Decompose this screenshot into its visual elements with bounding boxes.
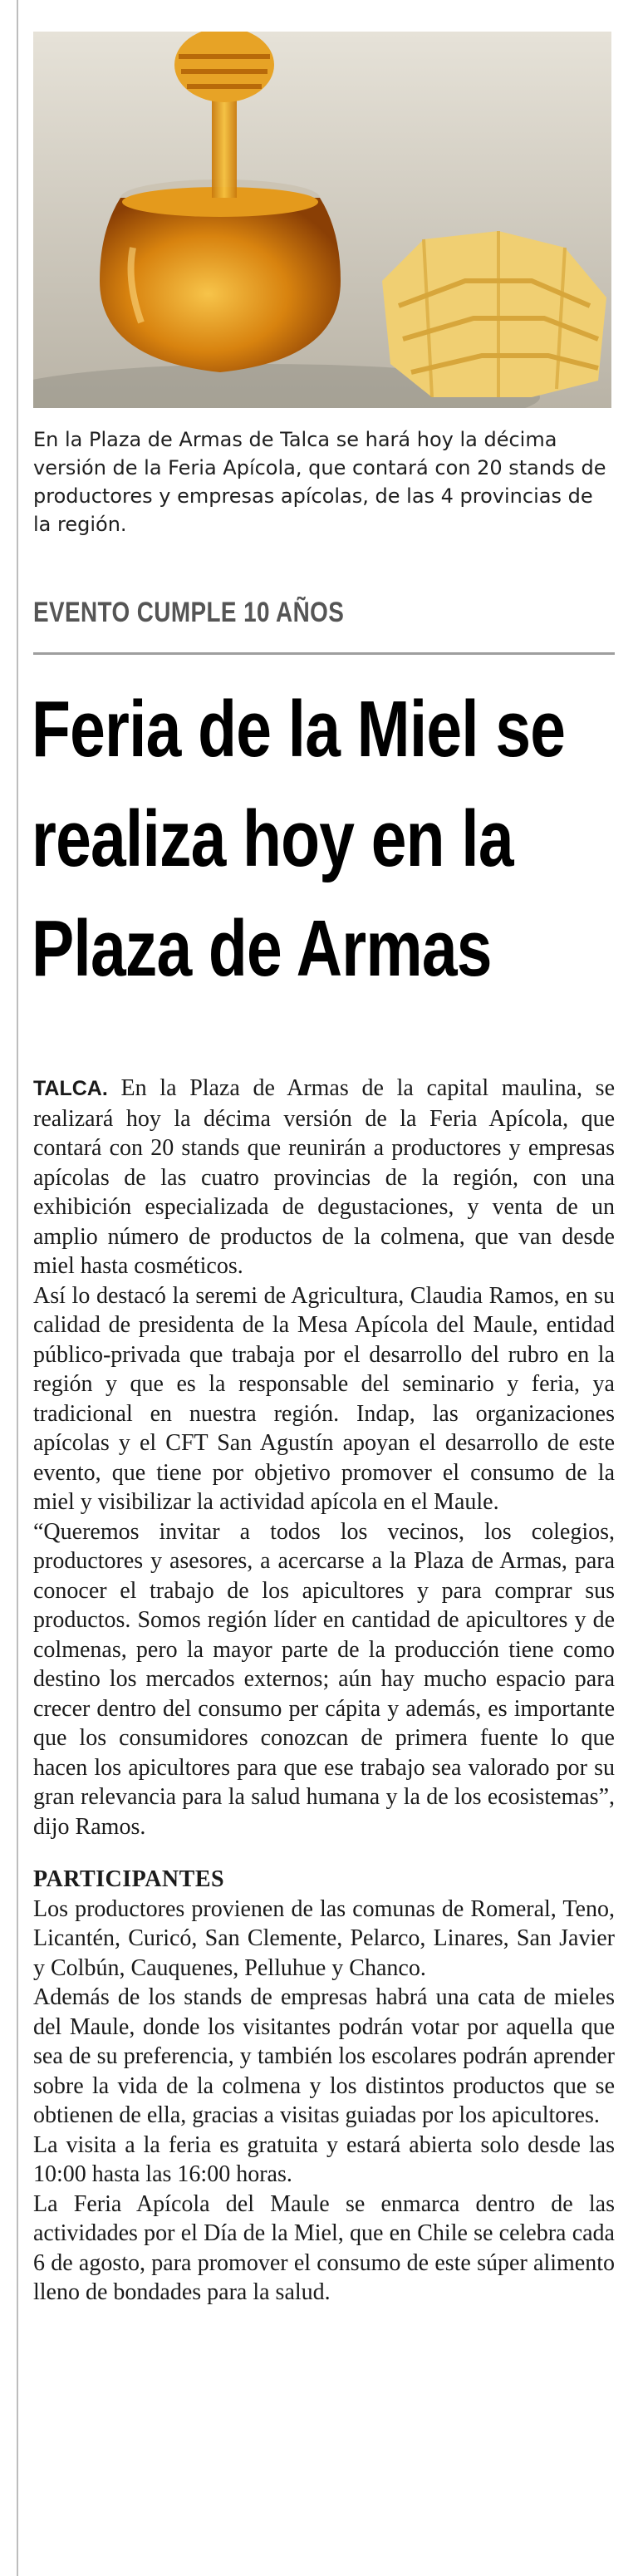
section-subhead: PARTICIPANTES bbox=[33, 1866, 225, 1892]
article-paragraph: La visita a la feria es gratuita y estará abierta solo desde las 10:00 hasta las 16:00 horas. bbox=[33, 2131, 615, 2187]
article-paragraph: La Feria Apícola del Maule se enmarca dentro de las actividades por el Día de la Miel, que en Chile se celebra cada 6 de agosto, para promover el consumo de este súper alimento lleno de bondades para la salud. bbox=[33, 2190, 615, 2305]
article-paragraph: “Queremos invitar a todos los vecinos, los colegios, productores y asesores, a acercarse a la Plaza de Armas, para conocer el trabajo de los apicultores y para comprar sus productos. Somos región líder en cantidad de apicultores y de colmenas, pero la mayor parte de la producción tiene como destino los mercados externos; aún hay mucho espacio para crecer dentro del consumo per cápita y además, es importante que los consumidores conozcan de primera fuente lo que hacen los apicultores para que ese trabajo sea valorado por su gran relevancia para la salud humana y la de los ecosistemas”, dijo Ramos. bbox=[33, 1518, 615, 1840]
section-kicker: EVENTO CUMPLE 10 AÑOS bbox=[33, 597, 345, 628]
article-paragraph: Así lo destacó la seremi de Agricultura, Claudia Ramos, en su calidad de presidenta de la Mesa Apícola del Maule, entidad público-privada que trabaja por el desarrollo del rubro en la región y que es la responsable del seminario y feria, ya tradicional en nuestra región. Indap, las organizaciones apícolas y el CFT San Agustín apoyan el desarrollo de este evento, que tiene por objetivo promover el consumo de la miel y visibilizar la actividad apícola en el Maule. bbox=[33, 1282, 615, 1515]
article-paragraph: Los productores provienen de las comunas de Romeral, Teno, Licantén, Curicó, San Clemente, Pelarco, Linares, San Javier y Colbún, Cauquenes, Pelluhue y Chanco. bbox=[33, 1895, 615, 1981]
honey-photo bbox=[33, 32, 611, 408]
article-paragraph: TALCA. En la Plaza de Armas de la capital maulina, se realizará hoy la décima versión de la Feria Apícola, que contará con 20 stands que reunirán a productores y empresas apícolas de las cuatro provincias de la región, con una exhibición especializada de degustaciones, y venta de un amplio número de productos de la colmena, que van desde miel hasta cosméticos. bbox=[33, 1075, 616, 1279]
photo-caption: En la Plaza de Armas de Talca se hará hoy la décima versión de la Feria Apícola, que contará con 20 stands de productores y empresas apícolas, de las 4 provincias de la región. bbox=[33, 428, 606, 536]
article-photo bbox=[33, 32, 611, 408]
dateline: TALCA. bbox=[33, 1077, 108, 1100]
kicker-divider bbox=[33, 652, 615, 655]
column-rule bbox=[17, 0, 18, 2576]
article-paragraph: Además de los stands de empresas habrá una cata de mieles del Maule, donde los visitantes podrán votar por aquella que sea de su preferencia, y también los escolares podrán aprender sobre la vida de la colmena y los distintos productos que se obtienen de ella, gracias a visitas guiadas por los apicultores. bbox=[33, 1984, 615, 2128]
honey-jar bbox=[100, 198, 341, 372]
article-headline: Feria de la Miel se realiza hoy en la Plaza de Armas bbox=[32, 685, 566, 993]
article-body bbox=[33, 1074, 615, 2308]
